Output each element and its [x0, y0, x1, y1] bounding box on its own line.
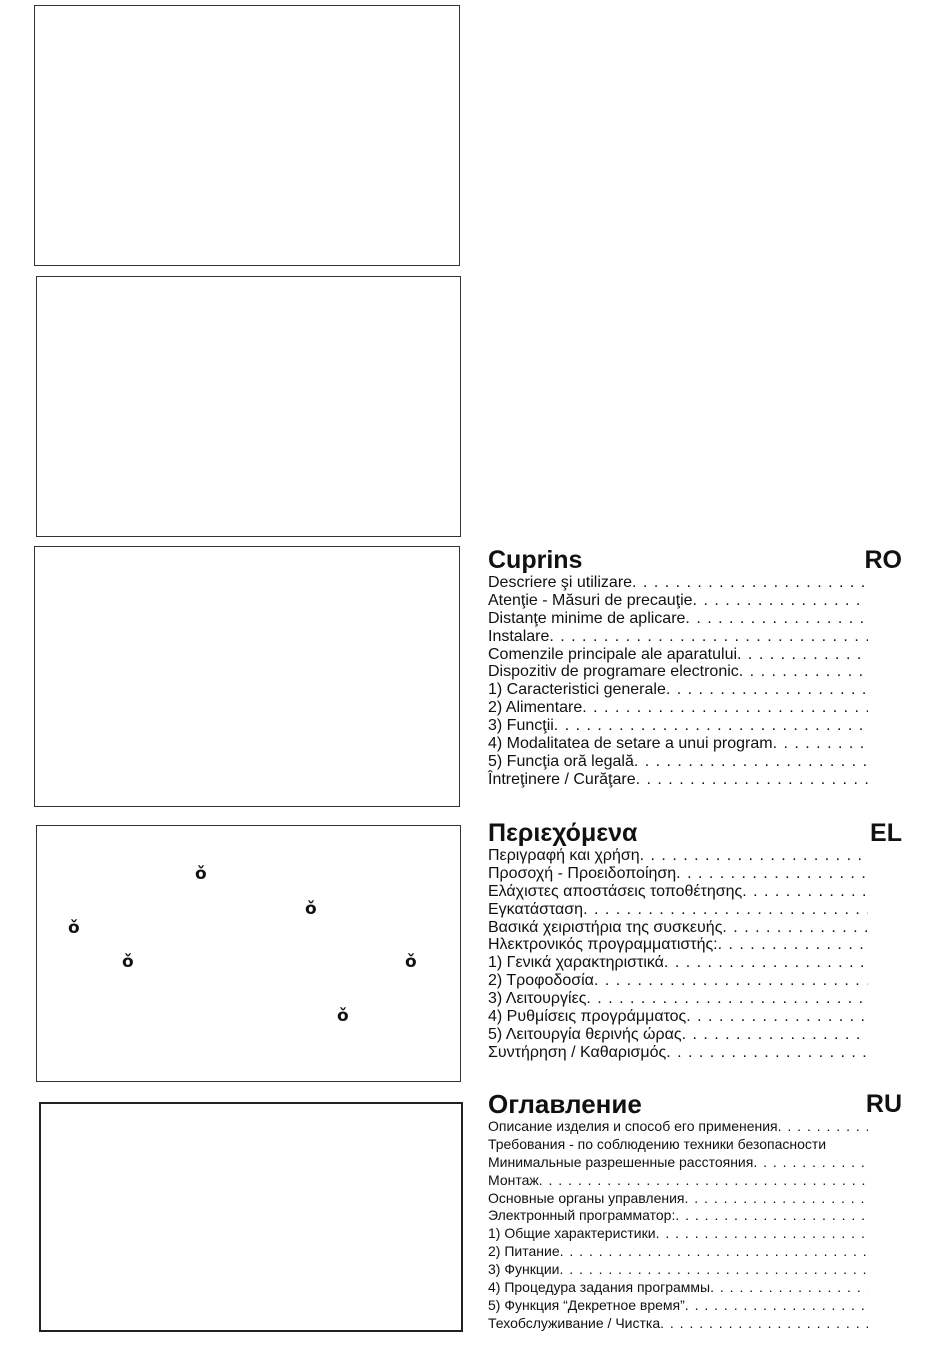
- glyph-mark: ǒ: [195, 864, 207, 884]
- toc-ru-item[interactable]: 5) Функция “Декретное время” . . .: [486, 1297, 902, 1315]
- blank-box-2: [36, 276, 461, 537]
- toc-el-item[interactable]: Προσοχή - Προειδοποίηση . . .: [486, 865, 902, 883]
- toc-ru-item[interactable]: Описание изделия и способ его применения . . .: [486, 1118, 902, 1136]
- toc-ru-item[interactable]: Основные органы управления . . .: [486, 1190, 902, 1208]
- toc-ru-item[interactable]: 2) Питание . . .: [486, 1243, 902, 1261]
- toc-ro-item[interactable]: Distanţe minime de aplicare . . .: [486, 610, 902, 628]
- toc-el-item[interactable]: Ηλεκτρονικός προγραμματιστής: . . .: [486, 936, 902, 954]
- toc-ru-item[interactable]: 1) Общие характеристики . . .: [486, 1225, 902, 1243]
- glyph-mark: ǒ: [337, 1006, 349, 1026]
- glyph-mark: ǒ: [122, 952, 134, 972]
- toc-ru-item[interactable]: Требования - по соблюдению техники безопасности: [488, 1135, 827, 1152]
- toc-ru-item[interactable]: 4) Процедура задания программы . . .: [486, 1279, 902, 1297]
- toc-el-item[interactable]: Εγκατάσταση . . .: [486, 901, 902, 919]
- toc-el-item[interactable]: 3) Λειτουργίες . . .: [486, 990, 902, 1008]
- toc-ru-list: [486, 1118, 902, 1333]
- toc-el-item[interactable]: 2) Τροφοδοσία . . .: [486, 972, 902, 990]
- toc-el-item[interactable]: 4) Ρυθμίσεις προγράμματος . . .: [486, 1008, 902, 1026]
- toc-el-list: [486, 847, 902, 1062]
- blank-box-1: [34, 5, 460, 266]
- toc-el-item[interactable]: Ελάχιστες αποστάσεις τοποθέτησης . . .: [486, 883, 902, 901]
- toc-ru-item[interactable]: Техобслуживание / Чистка . . .: [486, 1315, 902, 1333]
- toc-ro-item[interactable]: 2) Alimentare . . .: [486, 699, 902, 717]
- toc-ru-item[interactable]: Монтаж . . .: [486, 1172, 902, 1190]
- toc-ro-item[interactable]: 5) Funcţia oră legală . . .: [486, 753, 902, 771]
- toc-ro-header: [486, 546, 902, 574]
- toc-el-item[interactable]: 5) Λειτουργία θερινής ώρας . . .: [486, 1026, 902, 1044]
- toc-ro-item[interactable]: Descriere şi utilizare . . .: [486, 574, 902, 592]
- toc-ro-item[interactable]: Întreţinere / Curăţare . . .: [486, 771, 902, 789]
- toc-ro-item[interactable]: Comenzile principale ale aparatului . . .: [486, 646, 902, 664]
- toc-ro-language-code: RO: [864, 546, 902, 574]
- toc-ro-item[interactable]: Instalare . . .: [486, 628, 902, 646]
- toc-el-item[interactable]: Συντήρηση / Καθαρισμός . . .: [486, 1044, 902, 1062]
- toc-el-item[interactable]: Περιγραφή και χρήση . . .: [486, 847, 902, 865]
- toc-ro-item[interactable]: 3) Funcţii . . .: [486, 717, 902, 735]
- toc-ro: [486, 546, 902, 789]
- toc-ru-header: [486, 1090, 902, 1118]
- toc-el-item[interactable]: 1) Γενικά χαρακτηριστικά . . .: [486, 954, 902, 972]
- blank-box-3: [34, 546, 460, 807]
- toc-el-language-code: EL: [870, 819, 902, 847]
- toc-ro-item[interactable]: 1) Caracteristici generale . . .: [486, 681, 902, 699]
- toc-ro-item[interactable]: 4) Modalitatea de setare a unui program . . .: [486, 735, 902, 753]
- toc-ro-list: [486, 574, 902, 789]
- toc-ru-item[interactable]: 3) Функции . . .: [486, 1261, 902, 1279]
- blank-box-5: [39, 1102, 463, 1332]
- glyph-mark: ǒ: [68, 918, 80, 938]
- glyph-mark: ǒ: [305, 899, 317, 919]
- toc-ro-item[interactable]: Atenţie - Măsuri de precauţie . . .: [486, 592, 902, 610]
- toc-el-title: Περιεχόμενα: [488, 819, 638, 847]
- toc-ru-item[interactable]: Минимальные разрешенные расстояния . . .: [486, 1154, 902, 1172]
- blank-box-4: [36, 825, 461, 1082]
- toc-ru-language-code: RU: [865, 1090, 902, 1118]
- toc-ru-title: Оглавление: [488, 1089, 642, 1119]
- toc-ro-item[interactable]: Dispozitiv de programare electronic . . .: [486, 663, 902, 681]
- glyph-mark: ǒ: [405, 952, 417, 972]
- toc-el-header: [486, 819, 902, 847]
- toc-ro-title: Cuprins: [488, 546, 583, 574]
- toc-el: [486, 819, 902, 1062]
- toc-ru-item[interactable]: Электронный программатор: . . .: [486, 1207, 902, 1225]
- toc-el-item[interactable]: Βασικά χειριστήρια της συσκευής . . .: [486, 919, 902, 937]
- toc-ru: [486, 1090, 902, 1333]
